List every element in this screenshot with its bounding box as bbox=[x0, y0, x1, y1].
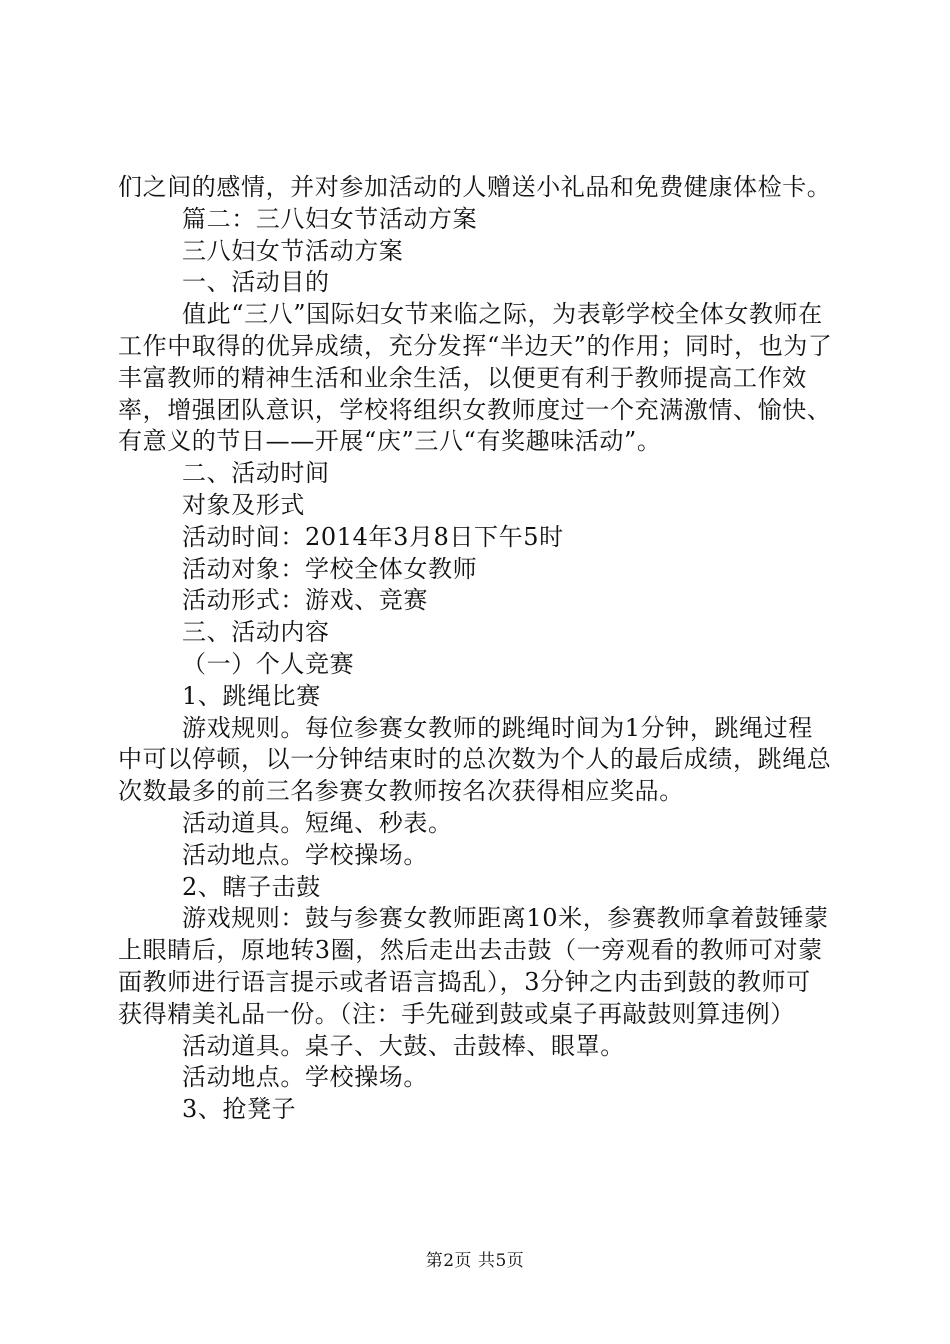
jump-rope-props: 活动道具。短绳、秒表。 bbox=[182, 808, 453, 837]
section-title-part-two: 篇二：三八妇女节活动方案 bbox=[182, 204, 478, 233]
item-blind-drum: 2、瞎子击鼓 bbox=[182, 872, 321, 901]
blind-drum-location: 活动地点。学校操场。 bbox=[182, 1063, 428, 1092]
page-footer: 第2页 共5页 bbox=[425, 1251, 525, 1271]
document-body bbox=[118, 172, 834, 1126]
paragraph-continuation: 们之间的感情，并对参加活动的人赠送小礼品和免费健康体检卡。 bbox=[118, 173, 832, 201]
heading-activity-purpose: 一、活动目的 bbox=[182, 268, 330, 297]
activity-time-line: 活动时间：2014年3月8日下午5时 bbox=[182, 522, 564, 551]
activity-object-line: 活动对象：学校全体女教师 bbox=[182, 554, 478, 583]
heading-object-and-form: 对象及形式 bbox=[182, 490, 305, 519]
heading-activity-time: 二、活动时间 bbox=[182, 459, 330, 488]
paragraph-purpose: 值此“三八”国际妇女节来临之际，为表彰学校全体女教师在工作中取得的优异成绩，充分发挥“半边天”的作用；同时，也为了丰富教师的精神生活和业余生活，以便更有利于教师提高工作效率，增强团队意识，学校将组织女教师度过一个充满激情、愉快、有意义的节日——开展“庆”三八“有奖趣味活动”。 bbox=[118, 300, 833, 456]
jump-rope-location: 活动地点。学校操场。 bbox=[182, 840, 428, 869]
paragraph-jump-rope-rules: 游戏规则。每位参赛女教师的跳绳时间为1分钟，跳绳过程中可以停顿，以一分钟结束时的总次数为个人的最后成绩，跳绳总次数最多的前三名参赛女教师按名次获得相应奖品。 bbox=[118, 713, 832, 806]
heading-activity-content: 三、活动内容 bbox=[182, 618, 330, 647]
activity-form-line: 活动形式：游戏、竞赛 bbox=[182, 586, 428, 615]
blind-drum-props: 活动道具。桌子、大鼓、击鼓棒、眼罩。 bbox=[182, 1031, 625, 1060]
subheading-individual-contest: （一）个人竞赛 bbox=[182, 649, 355, 678]
document-title: 三八妇女节活动方案 bbox=[182, 236, 404, 265]
paragraph-blind-drum-rules: 游戏规则：鼓与参赛女教师距离10米，参赛教师拿着鼓锤蒙上眼睛后，原地转3圈，然后走出去击鼓（一旁观看的教师可对蒙面教师进行语言提示或者语言捣乱），3分钟之内击到鼓的教师可获得精美礼品一份。（注：手先碰到鼓或桌子再敲鼓则算违例） bbox=[118, 904, 829, 1028]
item-jump-rope: 1、跳绳比赛 bbox=[182, 681, 321, 710]
item-musical-chairs: 3、抢凳子 bbox=[182, 1095, 297, 1124]
